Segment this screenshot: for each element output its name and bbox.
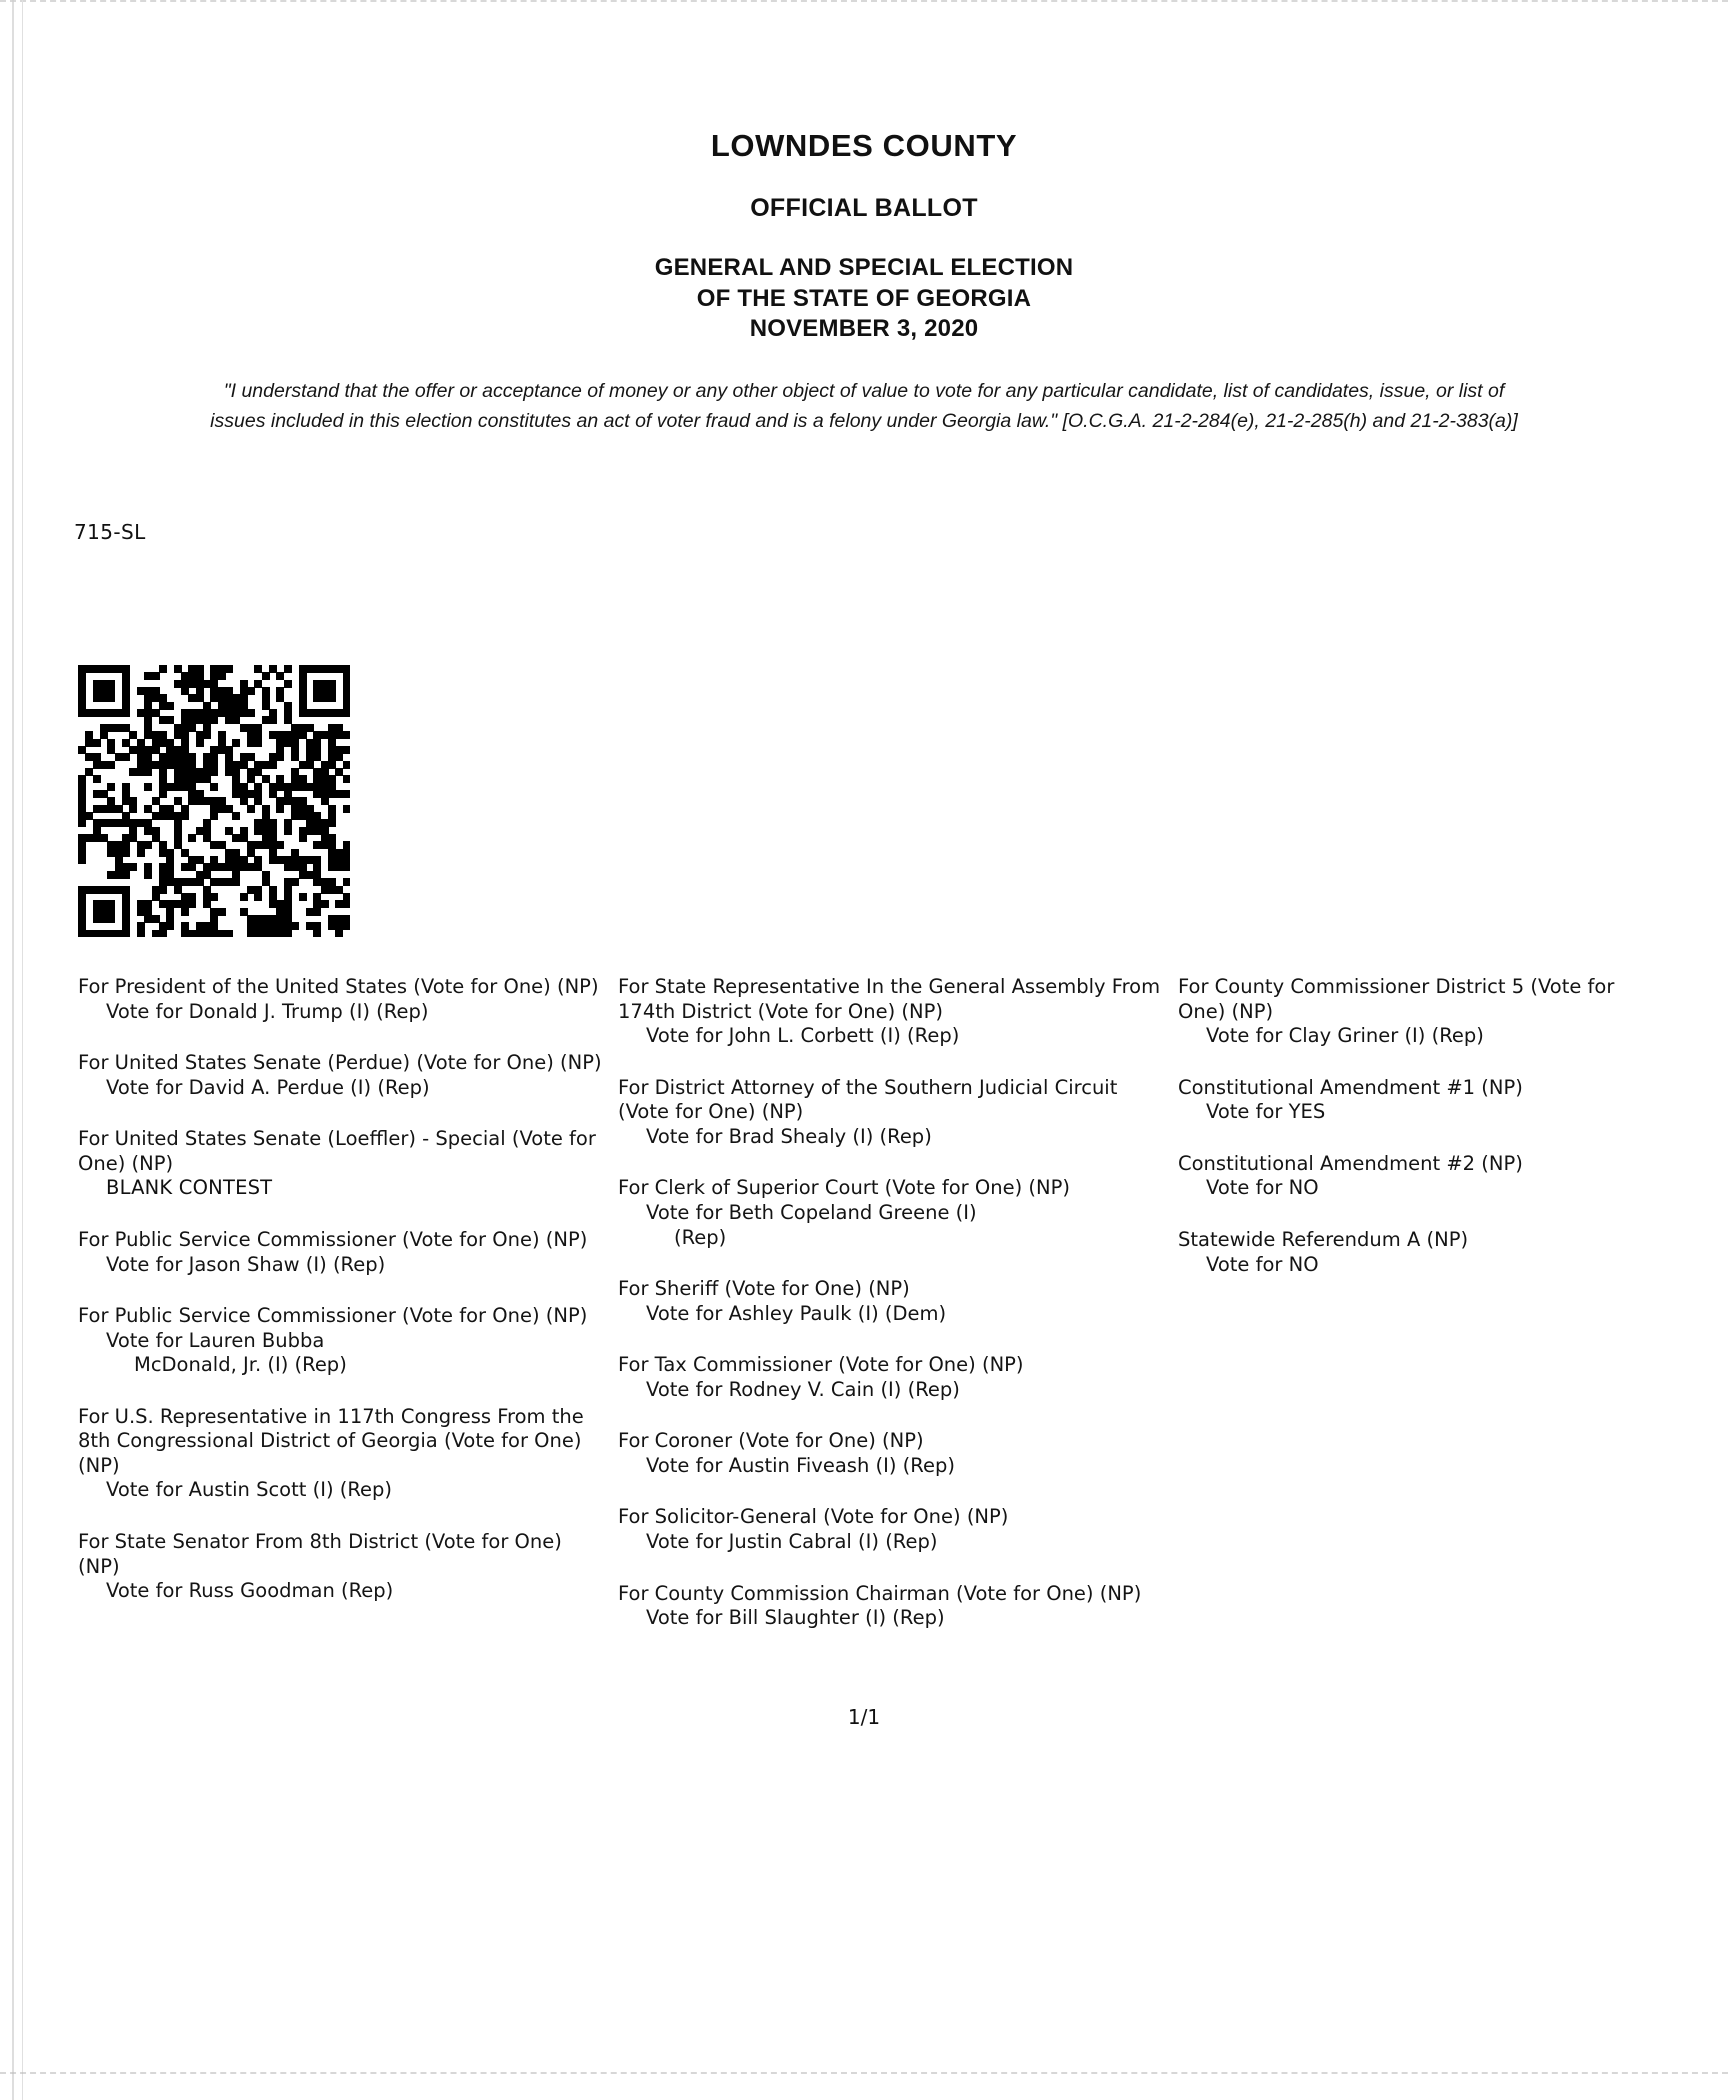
contest (618, 1353, 1162, 1402)
contest-choice: Vote for NO (1206, 1252, 1319, 1276)
contest-title: For President of the United States (Vote for One) (NP) (78, 975, 599, 998)
contest (78, 1127, 602, 1201)
contest-title: For U.S. Representative in 117th Congress From the 8th Congressional District of Georgia (Vote for One) (NP) (78, 1404, 584, 1477)
contest-choice: McDonald, Jr. (I) (Rep) (134, 1353, 347, 1377)
page-number: 1/1 (847, 1705, 881, 1729)
contest-choice: Vote for Austin Scott (I) (Rep) (106, 1478, 393, 1502)
contest (1178, 975, 1642, 1049)
election-date: NOVEMBER 3, 2020 (749, 315, 979, 343)
contest-title: Constitutional Amendment #2 (NP) (1178, 1151, 1523, 1175)
contest-choice: Vote for Brad Shealy (I) (Rep) (646, 1124, 932, 1148)
contest-column-2 (618, 975, 1178, 1658)
contest-choice: Vote for Austin Fiveash (I) (Rep) (646, 1453, 955, 1477)
contest (618, 1582, 1162, 1631)
contest-title: For United States Senate (Loeffler) - Special (Vote for One) (NP) (78, 1127, 596, 1175)
contest-choice: Vote for Justin Cabral (I) (Rep) (646, 1530, 938, 1553)
contest (618, 1176, 1162, 1250)
contest-choice: Vote for Ashley Paulk (I) (Dem) (646, 1301, 947, 1325)
contest-title: For Sheriff (Vote for One) (NP) (618, 1277, 910, 1301)
contest-choice: Vote for Lauren Bubba (106, 1328, 325, 1352)
contest-title: For United States Senate (Perdue) (Vote for One) (NP) (78, 1051, 602, 1075)
contest-title: For State Senator From 8th District (Vote for One) (NP) (78, 1530, 562, 1578)
contest-choice: Vote for YES (1206, 1100, 1326, 1124)
contest-choice: Vote for Beth Copeland Greene (I) (646, 1200, 977, 1224)
contest (1178, 1152, 1642, 1201)
contest-title: Statewide Referendum A (NP) (1178, 1227, 1469, 1251)
contest-title: For Public Service Commissioner (Vote for One) (NP) (78, 1227, 588, 1251)
contest (1178, 1228, 1642, 1277)
contest (78, 1304, 602, 1378)
election-title-line2: OF THE STATE OF GEORGIA (696, 284, 1032, 312)
contest (78, 1051, 602, 1100)
contest-title: For Clerk of Superior Court (Vote for One) (NP) (618, 1176, 1070, 1200)
contest (78, 1228, 602, 1277)
official-ballot-title: OFFICIAL BALLOT (750, 194, 978, 222)
qr-code-canvas (78, 665, 350, 937)
contest (1178, 1076, 1642, 1125)
contest-title: For State Representative In the General Assembly From 174th District (Vote for One) (NP) (618, 975, 1161, 1023)
contest (618, 1429, 1162, 1478)
ballot-header (0, 128, 1728, 345)
contest-choice: (Rep) (674, 1225, 727, 1249)
ballot-style-code: 715-SL (74, 520, 146, 544)
contest (78, 1405, 602, 1503)
contest-choice: Vote for David A. Perdue (I) (Rep) (106, 1075, 430, 1099)
contest-choice: Vote for Jason Shaw (I) (Rep) (106, 1252, 386, 1276)
election-title (0, 253, 1728, 345)
contest-choice: Vote for Rodney V. Cain (I) (Rep) (646, 1377, 960, 1401)
contest-columns (78, 975, 1658, 1658)
contest-choice: Vote for Bill Slaughter (I) (Rep) (646, 1606, 945, 1630)
contest-choice: Vote for Donald J. Trump (I) (Rep) (106, 999, 429, 1023)
voter-fraud-notice: "I understand that the offer or acceptance of money or any other object of value to vote for any particular candidate, list of candidates, issue, or list of issues included in this election constitutes an act of voter fraud and is a felony under Georgia law." [O.C.G.A. 21-2-284(e), 21-2-285(h) and 21-2-383(a)] (210, 380, 1518, 432)
contest (618, 1076, 1162, 1150)
contest-title: For Public Service Commissioner (Vote for One) (NP) (78, 1304, 588, 1328)
contest (78, 975, 602, 1024)
contest-title: For County Commission Chairman (Vote for One) (NP) (618, 1581, 1142, 1605)
contest-choice: Vote for John L. Corbett (I) (Rep) (646, 1024, 960, 1048)
contest (618, 1505, 1162, 1554)
contest-column-1 (78, 975, 618, 1658)
county-title: LOWNDES COUNTY (710, 128, 1018, 163)
contest-title: For District Attorney of the Southern Judicial Circuit (Vote for One) (NP) (618, 1075, 1118, 1124)
contest-title: For Coroner (Vote for One) (NP) (618, 1429, 924, 1453)
contest (618, 1277, 1162, 1326)
qr-code-icon (78, 665, 350, 937)
contest-title: For Tax Commissioner (Vote for One) (NP) (618, 1353, 1024, 1377)
contest (78, 1530, 602, 1604)
contest-title: For Solicitor-General (Vote for One) (NP) (618, 1505, 1009, 1529)
contest-choice: Vote for NO (1206, 1176, 1319, 1200)
blank-contest: BLANK CONTEST (106, 1176, 273, 1200)
contest-choice: Vote for Clay Griner (I) (Rep) (1206, 1024, 1484, 1048)
contest-choice: Vote for Russ Goodman (Rep) (106, 1579, 394, 1603)
contest-title: For County Commissioner District 5 (Vote for One) (NP) (1178, 975, 1615, 1023)
contest-title: Constitutional Amendment #1 (NP) (1178, 1075, 1523, 1099)
contest-column-3 (1178, 975, 1658, 1658)
election-title-line1: GENERAL AND SPECIAL ELECTION (654, 254, 1074, 281)
contest (618, 975, 1162, 1049)
